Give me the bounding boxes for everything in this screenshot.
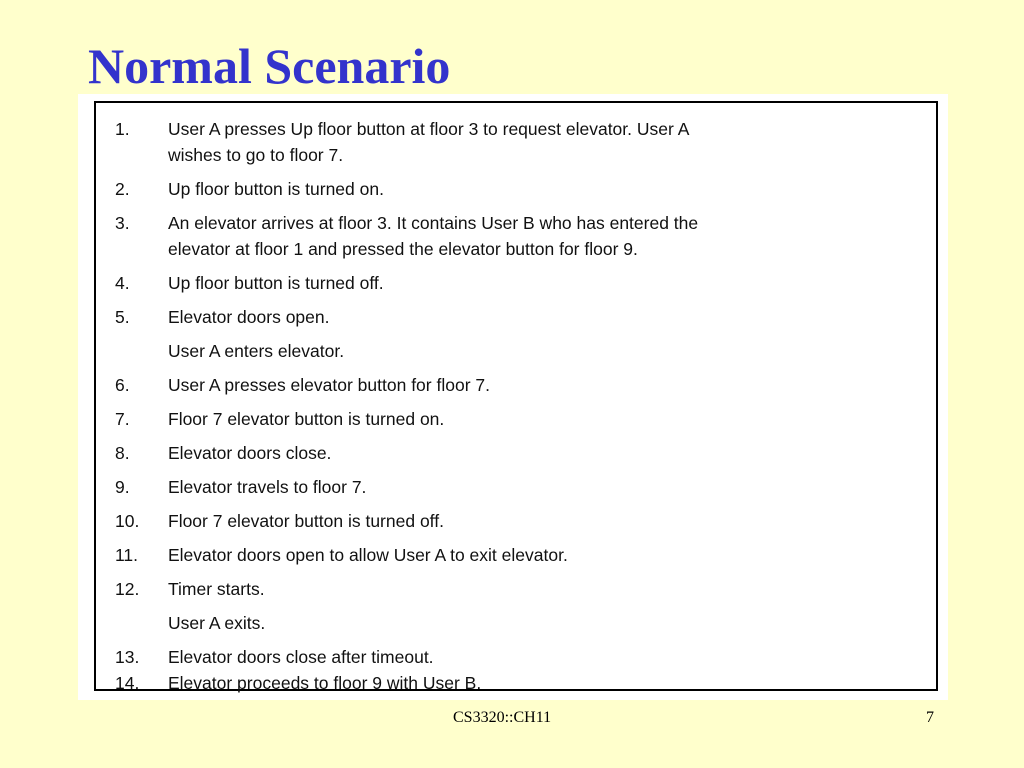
step-number: 7. bbox=[115, 409, 130, 429]
step-number: 3. bbox=[115, 213, 130, 233]
step-text: User A presses elevator button for floor 7. bbox=[168, 375, 490, 395]
scenario-figure bbox=[78, 94, 948, 700]
step-text: Up floor button is turned off. bbox=[168, 273, 384, 293]
step-text: Up floor button is turned on. bbox=[168, 179, 384, 199]
step-number: 2. bbox=[115, 179, 130, 199]
step-text: User A enters elevator. bbox=[168, 341, 345, 361]
step-text: User A presses Up floor button at floor 3 to request elevator. User A wishes to go to floor 7. bbox=[168, 119, 690, 165]
step-text: Elevator doors close after timeout. bbox=[168, 647, 434, 667]
step-text: User A exits. bbox=[168, 613, 266, 633]
step-text: Elevator doors open to allow User A to exit elevator. bbox=[168, 545, 568, 565]
step-number: 6. bbox=[115, 375, 130, 395]
step-number: 10. bbox=[115, 511, 140, 531]
scenario-steps-list bbox=[96, 103, 936, 693]
step-text: An elevator arrives at floor 3. It contains User B who has entered the elevator at floor 1 and pressed the elevator button for floor 9. bbox=[168, 213, 699, 259]
step-number: 13. bbox=[115, 647, 140, 667]
slide-footer: CS3320::CH11 bbox=[453, 709, 552, 726]
step-text: Floor 7 elevator button is turned off. bbox=[168, 511, 444, 531]
step-number: 14. bbox=[115, 673, 140, 693]
step-number: 1. bbox=[115, 119, 130, 139]
step-number: 9. bbox=[115, 477, 130, 497]
step-text: Elevator travels to floor 7. bbox=[168, 477, 367, 497]
page-number: 7 bbox=[926, 709, 934, 726]
scenario-box bbox=[94, 101, 938, 691]
step-number: 5. bbox=[115, 307, 130, 327]
step-text: Elevator proceeds to floor 9 with User B. bbox=[168, 673, 482, 693]
step-text: Elevator doors open. bbox=[168, 307, 330, 327]
step-text: Floor 7 elevator button is turned on. bbox=[168, 409, 445, 429]
step-number: 8. bbox=[115, 443, 130, 463]
step-text: Timer starts. bbox=[168, 579, 265, 599]
step-number: 12. bbox=[115, 579, 140, 599]
step-number: 4. bbox=[115, 273, 130, 293]
step-number: 11. bbox=[115, 545, 139, 565]
step-text: Elevator doors close. bbox=[168, 443, 332, 463]
slide-title: Normal Scenario bbox=[88, 38, 451, 94]
